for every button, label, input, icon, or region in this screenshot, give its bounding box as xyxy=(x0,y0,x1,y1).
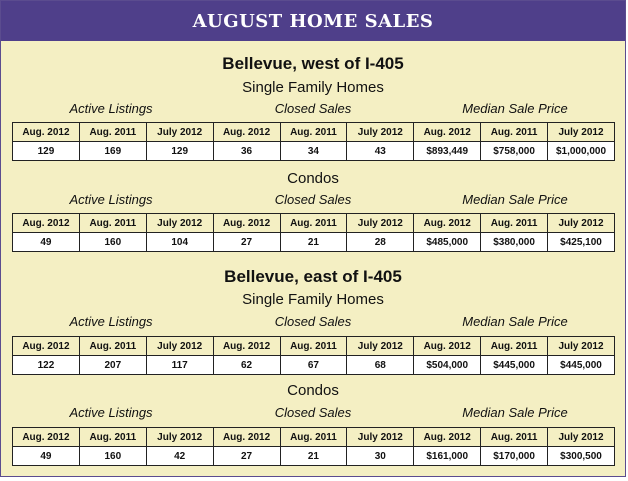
value-cell: 27 xyxy=(213,447,280,466)
group-head-active-listings: Active Listings xyxy=(69,192,153,207)
header-cell: Aug. 2011 xyxy=(280,123,347,142)
value-cell: 129 xyxy=(13,142,80,161)
group-head-median-sale-price: Median Sale Price xyxy=(462,101,568,116)
header-cell: Aug. 2012 xyxy=(213,428,280,447)
header-cell: Aug. 2011 xyxy=(79,123,146,142)
header-cell: Aug. 2012 xyxy=(414,214,481,233)
header-cell: Aug. 2011 xyxy=(79,337,146,356)
block-label-east-sfh: Single Family Homes xyxy=(242,291,384,308)
header-cell: July 2012 xyxy=(548,214,615,233)
value-cell: 207 xyxy=(79,356,146,375)
value-cell: 104 xyxy=(146,233,213,252)
value-cell: 49 xyxy=(13,447,80,466)
value-cell: 160 xyxy=(79,233,146,252)
header-cell: Aug. 2011 xyxy=(481,123,548,142)
value-cell: $445,000 xyxy=(548,356,615,375)
value-cell: 36 xyxy=(213,142,280,161)
region-title-west: Bellevue, west of I-405 xyxy=(222,54,404,73)
header-row xyxy=(13,428,615,447)
header-cell: July 2012 xyxy=(548,428,615,447)
group-head-active-listings: Active Listings xyxy=(69,405,153,420)
value-cell: 117 xyxy=(146,356,213,375)
group-head-median-sale-price: Median Sale Price xyxy=(462,314,568,329)
value-cell: 21 xyxy=(280,233,347,252)
header-cell: July 2012 xyxy=(548,337,615,356)
header-row xyxy=(13,214,615,233)
header-cell: Aug. 2011 xyxy=(79,214,146,233)
value-cell: 129 xyxy=(146,142,213,161)
header-cell: July 2012 xyxy=(347,337,414,356)
value-cell: 62 xyxy=(213,356,280,375)
block-label-east-condos: Condos xyxy=(287,382,339,399)
group-head-active-listings: Active Listings xyxy=(69,101,153,116)
value-cell: $445,000 xyxy=(481,356,548,375)
value-row xyxy=(13,447,615,466)
value-row xyxy=(13,142,615,161)
value-row xyxy=(13,233,615,252)
header-cell: July 2012 xyxy=(548,123,615,142)
header-cell: Aug. 2011 xyxy=(481,337,548,356)
value-cell: $170,000 xyxy=(481,447,548,466)
header-cell: July 2012 xyxy=(347,123,414,142)
value-cell: $1,000,000 xyxy=(548,142,615,161)
value-cell: 34 xyxy=(280,142,347,161)
value-cell: $758,000 xyxy=(481,142,548,161)
value-cell: $300,500 xyxy=(548,447,615,466)
value-cell: 49 xyxy=(13,233,80,252)
value-cell: 28 xyxy=(347,233,414,252)
group-head-closed-sales: Closed Sales xyxy=(274,192,352,207)
block-label-west-sfh: Single Family Homes xyxy=(242,79,384,96)
value-cell: $893,449 xyxy=(414,142,481,161)
header-row xyxy=(13,337,615,356)
value-row xyxy=(13,356,615,375)
table-east-condos xyxy=(12,427,615,466)
header-cell: Aug. 2012 xyxy=(414,428,481,447)
page-title: AUGUST HOME SALES xyxy=(1,1,625,41)
value-cell: $161,000 xyxy=(414,447,481,466)
value-cell: 68 xyxy=(347,356,414,375)
header-cell: July 2012 xyxy=(146,337,213,356)
value-cell: 122 xyxy=(13,356,80,375)
header-cell: Aug. 2012 xyxy=(213,337,280,356)
value-cell: $380,000 xyxy=(481,233,548,252)
value-cell: 30 xyxy=(347,447,414,466)
header-cell: Aug. 2012 xyxy=(414,337,481,356)
table-west-condos xyxy=(12,213,615,252)
block-label-west-condos: Condos xyxy=(287,170,339,187)
value-cell: 169 xyxy=(79,142,146,161)
header-cell: Aug. 2011 xyxy=(280,337,347,356)
header-cell: Aug. 2012 xyxy=(13,428,80,447)
value-cell: 27 xyxy=(213,233,280,252)
header-cell: Aug. 2012 xyxy=(13,123,80,142)
header-cell: Aug. 2011 xyxy=(481,214,548,233)
value-cell: 43 xyxy=(347,142,414,161)
value-cell: 42 xyxy=(146,447,213,466)
value-cell: $504,000 xyxy=(414,356,481,375)
table-east-sfh xyxy=(12,336,615,375)
value-cell: 160 xyxy=(79,447,146,466)
header-cell: Aug. 2011 xyxy=(280,214,347,233)
header-cell: July 2012 xyxy=(146,428,213,447)
header-cell: July 2012 xyxy=(146,214,213,233)
group-head-median-sale-price: Median Sale Price xyxy=(462,192,568,207)
header-cell: July 2012 xyxy=(347,428,414,447)
header-cell: Aug. 2012 xyxy=(414,123,481,142)
group-head-closed-sales: Closed Sales xyxy=(274,405,352,420)
header-cell: Aug. 2012 xyxy=(213,214,280,233)
header-cell: July 2012 xyxy=(146,123,213,142)
value-cell: 21 xyxy=(280,447,347,466)
header-cell: Aug. 2011 xyxy=(481,428,548,447)
header-cell: Aug. 2012 xyxy=(13,214,80,233)
value-cell: $485,000 xyxy=(414,233,481,252)
header-cell: Aug. 2011 xyxy=(79,428,146,447)
group-head-median-sale-price: Median Sale Price xyxy=(462,405,568,420)
table-west-sfh xyxy=(12,122,615,161)
group-head-closed-sales: Closed Sales xyxy=(274,101,352,116)
header-cell: Aug. 2011 xyxy=(280,428,347,447)
header-cell: Aug. 2012 xyxy=(213,123,280,142)
group-head-active-listings: Active Listings xyxy=(69,314,153,329)
header-cell: Aug. 2012 xyxy=(13,337,80,356)
group-head-closed-sales: Closed Sales xyxy=(274,314,352,329)
value-cell: 67 xyxy=(280,356,347,375)
header-row xyxy=(13,123,615,142)
value-cell: $425,100 xyxy=(548,233,615,252)
header-cell: July 2012 xyxy=(347,214,414,233)
region-title-east: Bellevue, east of I-405 xyxy=(224,267,402,286)
